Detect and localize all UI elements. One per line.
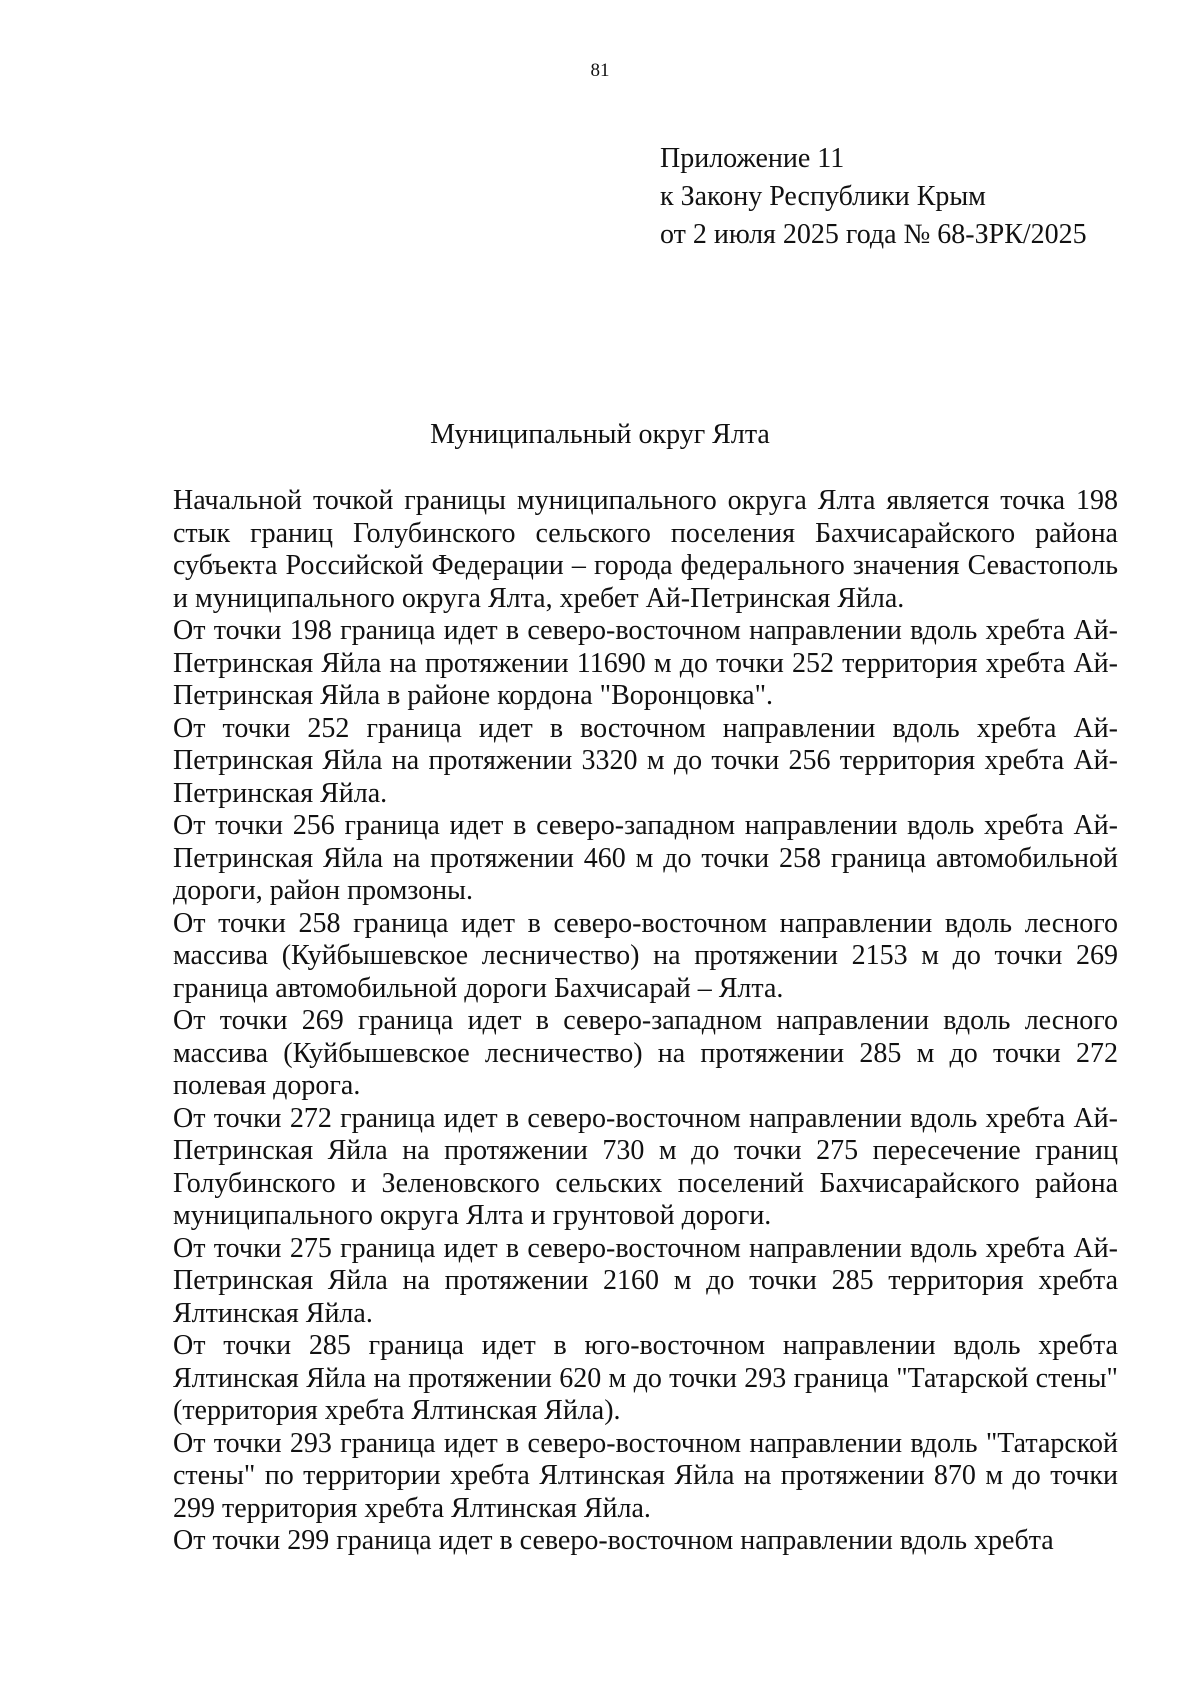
paragraph: Начальной точкой границы муниципального округа Ялта является точка 198 стык границ Голубинского сельского поселения Бахчисарайского района субъекта Российской Федерации – города федерального значения Севастополь и муниципального округа Ялта, хребет Ай-Петринская Яйла. xyxy=(173,485,1118,614)
paragraph: От точки 293 граница идет в северо-восточном направлении вдоль "Татарской стены" по территории хребта Ялтинская Яйла на протяжении 870 м до точки 299 территория хребта Ялтинская Яйла. xyxy=(173,1427,1118,1524)
appendix-line-date: от 2 июля 2025 года № 68-ЗРК/2025 xyxy=(660,219,1087,250)
paragraph: От точки 272 граница идет в северо-восточном направлении вдоль хребта Ай-Петринская Яйла на протяжении 730 м до точки 275 пересечение границ Голубинского и Зеленовского сельских поселений Бахчисарайского района муниципального округа Ялта и грунтовой дороги. xyxy=(173,1102,1118,1231)
paragraph: От точки 256 граница идет в северо-западном направлении вдоль хребта Ай-Петринская Яйла на протяжении 460 м до точки 258 граница автомобильной дороги, район промзоны. xyxy=(173,810,1118,906)
appendix-header xyxy=(660,140,1160,254)
paragraph: От точки 258 граница идет в северо-восточном направлении вдоль лесного массива (Куйбышевское лесничество) на протяжении 2153 м до точки 269 граница автомобильной дороги Бахчисарай – Ялта. xyxy=(173,907,1118,1004)
document-body xyxy=(173,485,1118,1558)
appendix-line-law: к Закону Республики Крым xyxy=(660,181,986,212)
paragraph: От точки 285 граница идет в юго-восточном направлении вдоль хребта Ялтинская Яйла на протяжении 620 м до точки 293 граница "Татарской стены" (территория хребта Ялтинская Яйла). xyxy=(173,1330,1118,1426)
paragraph: От точки 198 граница идет в северо-восточном направлении вдоль хребта Ай-Петринская Яйла на протяжении 11690 м до точки 252 территория хребта Ай-Петринская Яйла в районе кордона "Воронцовка". xyxy=(173,615,1118,711)
paragraph: От точки 275 граница идет в северо-восточном направлении вдоль хребта Ай-Петринская Яйла на протяжении 2160 м до точки 285 территория хребта Ялтинская Яйла. xyxy=(173,1232,1118,1329)
paragraph: От точки 299 граница идет в северо-восточном направлении вдоль хребта xyxy=(173,1525,1054,1556)
document-title: Муниципальный округ Ялта xyxy=(430,419,770,450)
appendix-line-number: Приложение 11 xyxy=(660,143,845,174)
paragraph: От точки 269 граница идет в северо-западном направлении вдоль лесного массива (Куйбышевское лесничество) на протяжении 285 м до точки 272 полевая дорога. xyxy=(173,1005,1118,1101)
paragraph: От точки 252 граница идет в восточном направлении вдоль хребта Ай-Петринская Яйла на протяжении 3320 м до точки 256 территория хребта Ай-Петринская Яйла. xyxy=(173,712,1118,809)
page-number: 81 xyxy=(590,60,610,81)
